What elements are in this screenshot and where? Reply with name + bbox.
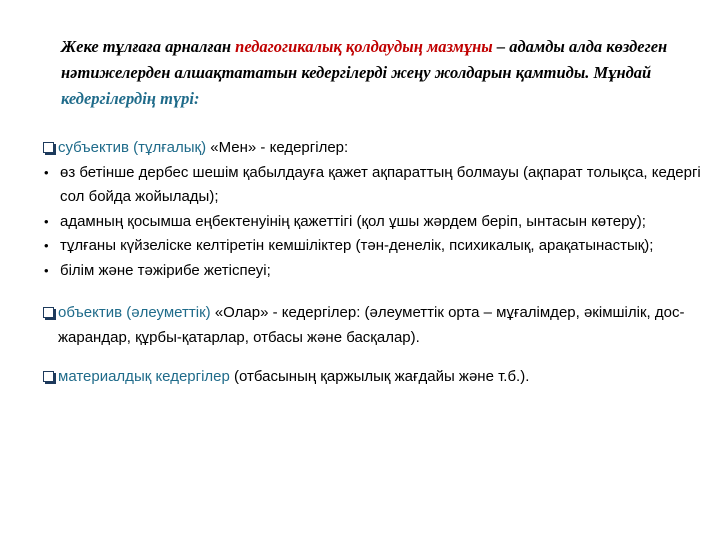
list-item-text: өз бетінше дербес шешім қабылдауға қажет ақпараттың болмауы (ақпарат толықса, кедергі сол бойда жойылады);	[60, 163, 701, 205]
intro-highlight-types: кедергілердің түрі:	[61, 89, 200, 108]
barrier-types-list	[16, 136, 706, 390]
objective-label: объектив (әлеуметтік)	[58, 304, 211, 321]
intro-text-start: Жеке тұлғаға арналған	[61, 37, 236, 56]
checkbox-bullet-icon	[43, 307, 54, 318]
list-item-text: тұлғаны күйзеліске келтіретін кемшіліктер (тән-денелік, психикалық, арақатынастық);	[60, 237, 654, 254]
list-item	[16, 161, 706, 210]
bullet-dot-icon: •	[44, 164, 49, 180]
material-description: (отбасының қаржылық жағдайы және т.б.).	[229, 368, 530, 385]
bullet-dot-icon: •	[44, 213, 49, 229]
subjective-label: субъектив (тұлғалық)	[58, 139, 207, 156]
objective-heading	[16, 301, 706, 350]
subjective-description: «Мен» - кедергілер:	[206, 139, 349, 156]
bullet-dot-icon: •	[44, 238, 49, 253]
intro-paragraph	[61, 34, 681, 112]
objective-description: «Олар» - кедергілер: (әлеуметтік орта – мұғалімдер, әкімшілік, дос-жарандар, құрбы-қатарлар, отбасы және басқалар).	[58, 304, 685, 346]
intro-highlight-content: педагогикалық қолдаудың мазмұны	[235, 37, 493, 56]
checkbox-bullet-icon	[43, 371, 54, 382]
material-label: материалдық кедергілер	[58, 368, 230, 385]
checkbox-bullet-icon	[43, 142, 54, 153]
intro-text-middle: – адамды алда көздеген нәтижелерден алшақтататын кедергілерді жеңу жолдарын қамтиды. Мұндай	[61, 37, 668, 82]
bullet-dot-icon: •	[44, 262, 49, 278]
list-item	[16, 210, 706, 235]
list-item	[16, 259, 706, 284]
material-heading	[16, 365, 706, 390]
list-item-text: білім және тәжірибе жетіспеуі;	[60, 261, 271, 279]
list-item	[16, 234, 706, 259]
subjective-heading	[16, 136, 706, 161]
list-item-text: адамның қосымша еңбектенуінің қажеттігі (қол ұшы жәрдем беріп, ынтасын көтеру);	[60, 212, 646, 230]
